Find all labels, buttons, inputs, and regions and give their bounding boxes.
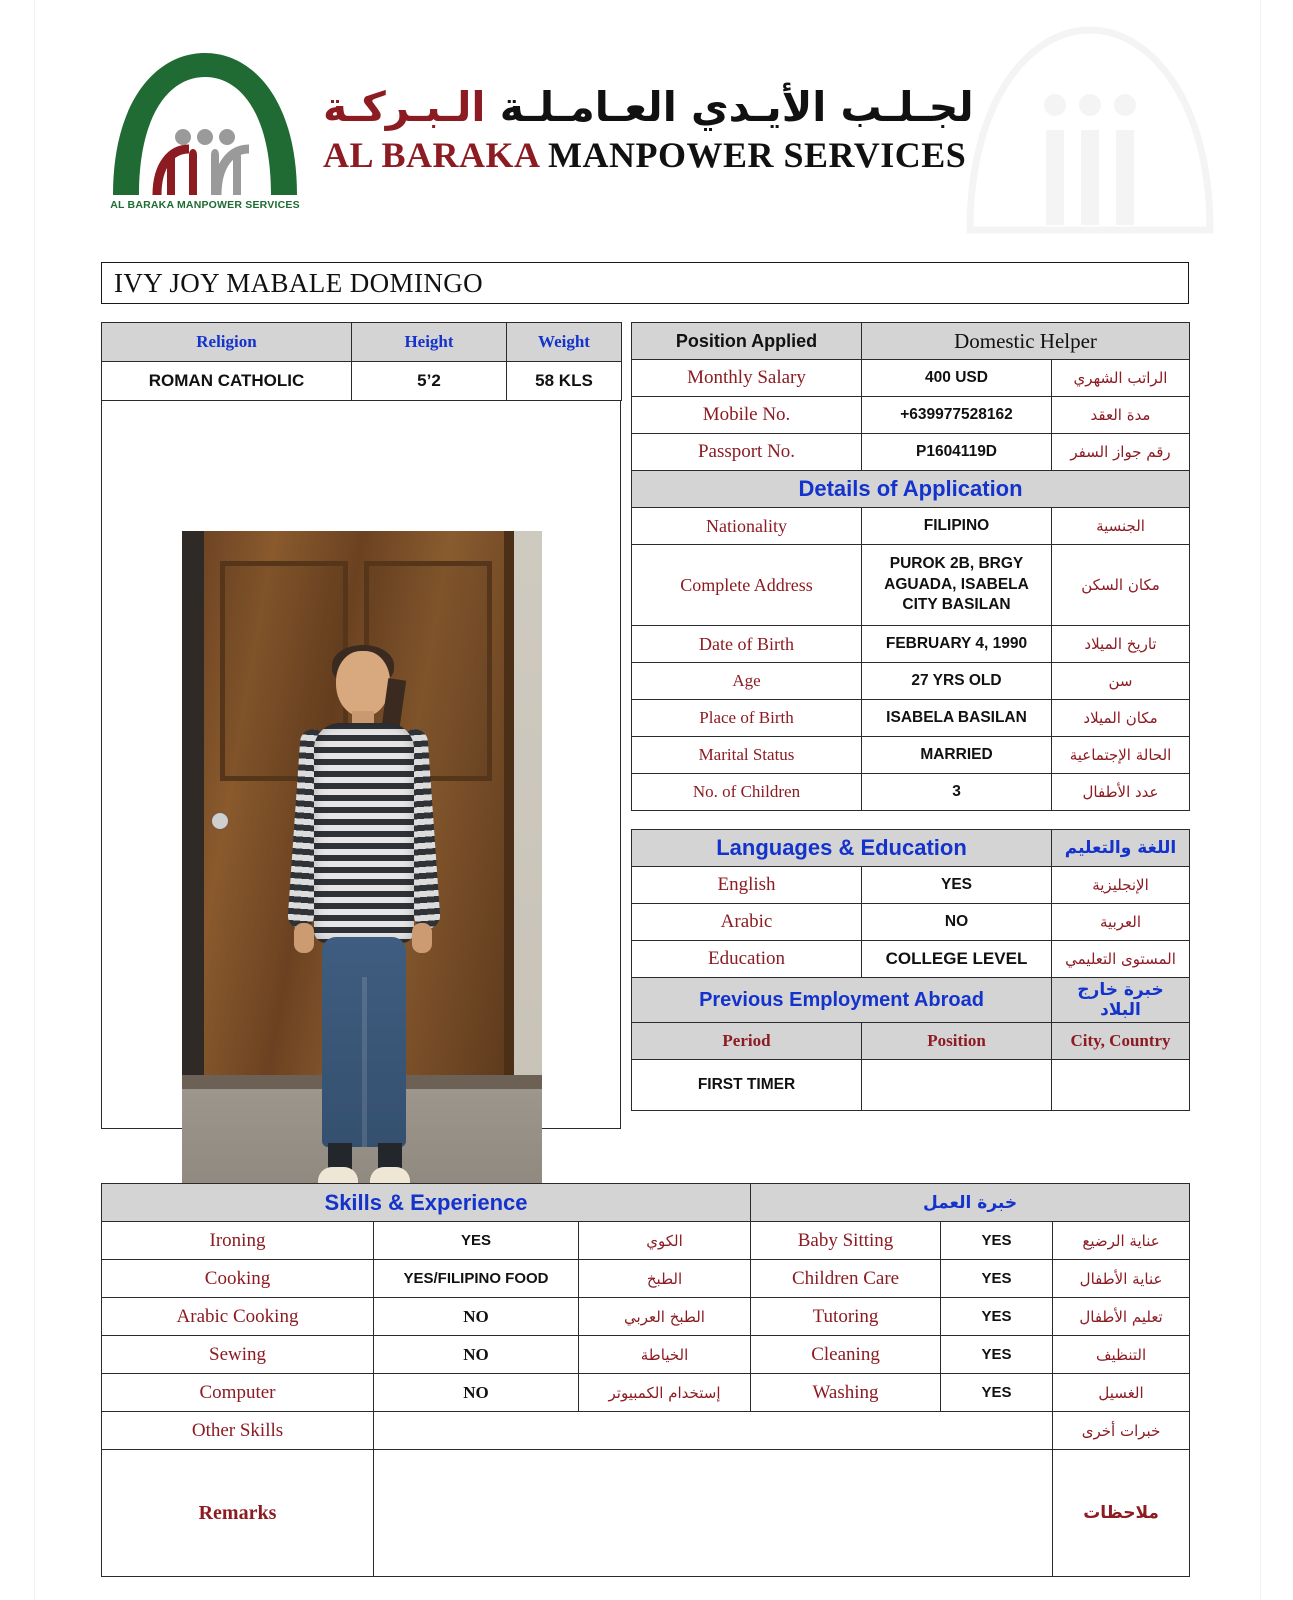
dob-arabic: تاريخ الميلاد — [1052, 626, 1190, 663]
employment-header-position: Position — [862, 1023, 1052, 1060]
table-row — [632, 978, 1190, 1023]
position-applied-value: Domestic Helper — [862, 323, 1190, 360]
employment-position-value — [862, 1060, 1052, 1111]
tutoring-label: Tutoring — [751, 1298, 941, 1336]
logo-caption: AL BARAKA MANPOWER SERVICES — [110, 199, 300, 211]
tutoring-arabic: تعليم الأطفال — [1053, 1298, 1190, 1336]
table-row — [632, 397, 1190, 434]
monthly-salary-arabic: الراتب الشهري — [1052, 360, 1190, 397]
marital-status-arabic: الحالة الإجتماعية — [1052, 737, 1190, 774]
ironing-label: Ironing — [102, 1222, 374, 1260]
cleaning-value: YES — [941, 1336, 1053, 1374]
sewing-value: NO — [374, 1336, 579, 1374]
company-name-english — [323, 134, 974, 176]
cleaning-arabic: التنظيف — [1053, 1336, 1190, 1374]
tutoring-value: YES — [941, 1298, 1053, 1336]
computer-value: NO — [374, 1374, 579, 1412]
table-row — [632, 737, 1190, 774]
table-row — [102, 362, 622, 401]
arabic-cooking-arabic: الطبخ العربي — [579, 1298, 751, 1336]
table-row — [102, 1336, 1190, 1374]
passport-no-label: Passport No. — [632, 434, 862, 471]
religion-value: ROMAN CATHOLIC — [102, 362, 352, 401]
employment-title-arabic: خبرة خارج البلاد — [1052, 978, 1190, 1023]
photo-striped-shirt — [314, 723, 414, 943]
employment-title: Previous Employment Abroad — [632, 978, 1052, 1023]
bio-table — [101, 322, 622, 401]
baby-sitting-value: YES — [941, 1222, 1053, 1260]
company-name-arabic-red: الـبـركـة — [323, 83, 486, 132]
table-row — [102, 323, 622, 362]
arabic-arabic: العربية — [1052, 904, 1190, 941]
photo-head — [336, 651, 390, 717]
table-row — [102, 1184, 1190, 1222]
table-row — [632, 1060, 1190, 1111]
remarks-arabic: ملاحظات — [1053, 1450, 1190, 1577]
children-arabic: عدد الأطفال — [1052, 774, 1190, 811]
table-row — [632, 867, 1190, 904]
table-row — [632, 323, 1190, 360]
washing-value: YES — [941, 1374, 1053, 1412]
company-name-english-dark: MANPOWER SERVICES — [548, 134, 967, 175]
table-row — [632, 1023, 1190, 1060]
document-header — [105, 40, 1185, 220]
table-row — [102, 1222, 1190, 1260]
spacer — [631, 811, 1189, 829]
company-brand — [323, 84, 974, 175]
position-applied-label: Position Applied — [632, 323, 862, 360]
children-label: No. of Children — [632, 774, 862, 811]
address-value: PUROK 2B, BRGY AGUADA, ISABELA CITY BASILAN — [862, 545, 1052, 626]
applicant-photo — [182, 531, 542, 1201]
pob-arabic: مكان الميلاد — [1052, 700, 1190, 737]
ironing-arabic: الكوي — [579, 1222, 751, 1260]
dob-label: Date of Birth — [632, 626, 862, 663]
table-row — [632, 434, 1190, 471]
monthly-salary-value: 400 USD — [862, 360, 1052, 397]
company-name-english-red: AL BARAKA — [323, 134, 539, 175]
table-row — [102, 1450, 1190, 1577]
english-value: YES — [862, 867, 1052, 904]
religion-label: Religion — [102, 323, 352, 362]
baby-sitting-arabic: عناية الرضيع — [1053, 1222, 1190, 1260]
age-arabic: سن — [1052, 663, 1190, 700]
cooking-arabic: الطبخ — [579, 1260, 751, 1298]
details-table — [631, 470, 1190, 811]
skills-experience-block — [101, 1183, 1189, 1577]
cv-sheet — [35, 0, 1260, 1600]
english-arabic: الإنجليزية — [1052, 867, 1190, 904]
computer-label: Computer — [102, 1374, 374, 1412]
age-label: Age — [632, 663, 862, 700]
education-arabic: المستوى التعليمي — [1052, 941, 1190, 978]
photo-door-knob — [212, 813, 228, 829]
table-row — [632, 830, 1190, 867]
table-row — [632, 360, 1190, 397]
children-value: 3 — [862, 774, 1052, 811]
mobile-no-label: Mobile No. — [632, 397, 862, 434]
languages-title: Languages & Education — [632, 830, 1052, 867]
mobile-no-value: +639977528162 — [862, 397, 1052, 434]
arabic-value: NO — [862, 904, 1052, 941]
address-label: Complete Address — [632, 545, 862, 626]
applicant-name — [101, 262, 1189, 304]
company-name-arabic — [323, 84, 974, 131]
languages-education-table — [631, 829, 1190, 978]
cooking-value: YES/FILIPINO FOOD — [374, 1260, 579, 1298]
cleaning-label: Cleaning — [751, 1336, 941, 1374]
other-skills-label: Other Skills — [102, 1412, 374, 1450]
table-row — [632, 545, 1190, 626]
table-row — [632, 471, 1190, 508]
photo-cell — [101, 401, 621, 1129]
applicant-name-text: IVY JOY MABALE DOMINGO — [114, 267, 484, 298]
nationality-label: Nationality — [632, 508, 862, 545]
table-row — [632, 700, 1190, 737]
education-label: Education — [632, 941, 862, 978]
children-care-value: YES — [941, 1260, 1053, 1298]
table-row — [102, 1298, 1190, 1336]
remarks-label: Remarks — [102, 1450, 374, 1577]
age-value: 27 YRS OLD — [862, 663, 1052, 700]
table-row — [632, 904, 1190, 941]
nationality-arabic: الجنسية — [1052, 508, 1190, 545]
washing-label: Washing — [751, 1374, 941, 1412]
english-label: English — [632, 867, 862, 904]
table-row — [632, 941, 1190, 978]
computer-arabic: إستخدام الكمبيوتر — [579, 1374, 751, 1412]
photo-jeans — [322, 937, 406, 1147]
employment-period-value: FIRST TIMER — [632, 1060, 862, 1111]
washing-arabic: الغسيل — [1053, 1374, 1190, 1412]
table-row — [102, 1374, 1190, 1412]
employment-city-country-value — [1052, 1060, 1190, 1111]
remarks-value — [374, 1450, 1053, 1577]
previous-employment-table — [631, 977, 1190, 1111]
skills-title: Skills & Experience — [102, 1184, 751, 1222]
height-value: 5’2 — [352, 362, 507, 401]
children-care-arabic: عناية الأطفال — [1053, 1260, 1190, 1298]
weight-value: 58 KLS — [507, 362, 622, 401]
details-title: Details of Application — [632, 471, 1190, 508]
skills-title-arabic: خبرة العمل — [751, 1184, 1190, 1222]
table-row — [632, 508, 1190, 545]
table-row — [102, 1412, 1190, 1450]
dob-value: FEBRUARY 4, 1990 — [862, 626, 1052, 663]
height-label: Height — [352, 323, 507, 362]
mobile-no-arabic: مدة العقد — [1052, 397, 1190, 434]
employment-header-city-country: City, Country — [1052, 1023, 1190, 1060]
pob-label: Place of Birth — [632, 700, 862, 737]
children-care-label: Children Care — [751, 1260, 941, 1298]
position-table — [631, 322, 1190, 471]
ironing-value: YES — [374, 1222, 579, 1260]
application-details-block — [631, 322, 1189, 1111]
weight-label: Weight — [507, 323, 622, 362]
sewing-label: Sewing — [102, 1336, 374, 1374]
arabic-cooking-value: NO — [374, 1298, 579, 1336]
other-skills-value — [374, 1412, 1053, 1450]
passport-no-arabic: رقم جواز السفر — [1052, 434, 1190, 471]
employment-header-period: Period — [632, 1023, 862, 1060]
company-name-arabic-dark: لجـلـب الأيـدي العـامـلـة — [499, 83, 974, 132]
cooking-label: Cooking — [102, 1260, 374, 1298]
other-skills-arabic: خبرات أخرى — [1053, 1412, 1190, 1450]
table-row — [102, 1260, 1190, 1298]
education-value: COLLEGE LEVEL — [862, 941, 1052, 978]
passport-no-value: P1604119D — [862, 434, 1052, 471]
table-row — [632, 626, 1190, 663]
photo-right-hand — [412, 923, 432, 953]
arabic-cooking-label: Arabic Cooking — [102, 1298, 374, 1336]
marital-status-label: Marital Status — [632, 737, 862, 774]
table-row — [632, 774, 1190, 811]
bio-and-photo-block — [101, 322, 621, 1129]
arabic-label: Arabic — [632, 904, 862, 941]
baby-sitting-label: Baby Sitting — [751, 1222, 941, 1260]
table-row — [632, 663, 1190, 700]
photo-person — [278, 651, 448, 1201]
monthly-salary-label: Monthly Salary — [632, 360, 862, 397]
photo-left-hand — [294, 923, 314, 953]
photo-door-frame — [182, 531, 204, 1131]
skills-table — [101, 1183, 1190, 1577]
languages-title-arabic: اللغة والتعليم — [1052, 830, 1190, 867]
nationality-value: FILIPINO — [862, 508, 1052, 545]
address-arabic: مكان السكن — [1052, 545, 1190, 626]
sewing-arabic: الخياطة — [579, 1336, 751, 1374]
company-logo — [105, 45, 305, 215]
marital-status-value: MARRIED — [862, 737, 1052, 774]
pob-value: ISABELA BASILAN — [862, 700, 1052, 737]
